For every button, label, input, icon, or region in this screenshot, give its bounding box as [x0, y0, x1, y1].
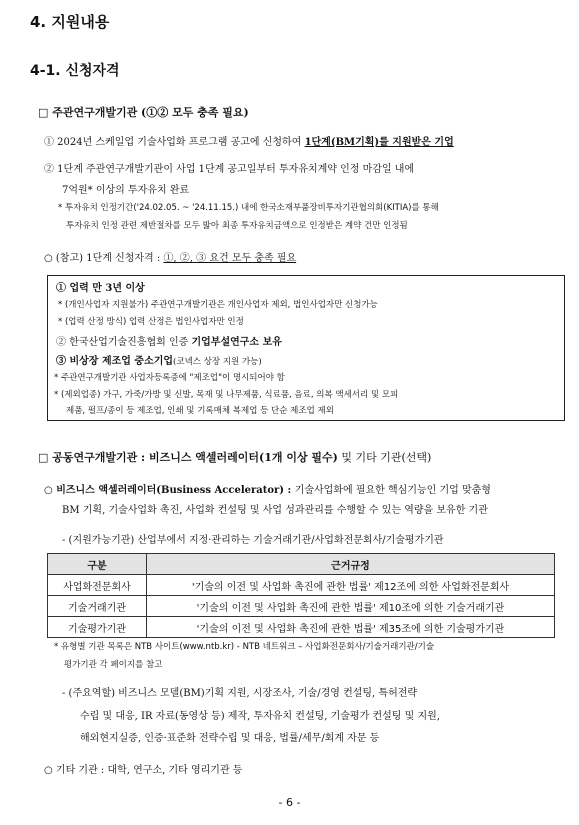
- investment-note-line2: 투자유치 인정 관련 제반절차를 모두 밟아 최종 투자유치금액으로 인정받은 계약 건만 인정됨: [66, 221, 408, 231]
- criteria-2: [56, 333, 282, 348]
- phase1-reference: [44, 249, 296, 264]
- table-row: [48, 596, 555, 617]
- table-note-line1: * 유형별 기관 목록은 NTB 사이트(www.ntb.kr) - NTB 네트워크 – 사업화전문회사/기술거래기관/기술: [54, 642, 435, 652]
- role-line3: 해외현지실증, 인증·표준화 전략수립 및 대응, 법률/세무/회계 자문 등: [80, 733, 380, 744]
- main-org-title: □ 주관연구개발기관 (①② 모두 충족 필요): [38, 106, 249, 119]
- eligible-institutions: - (지원가능기관) 산업부에서 지정·관리하는 기술거래기관/사업화전문회사/기술평가기관: [62, 535, 444, 546]
- criteria-3-emphasis: ③ 비상장 제조업 중소기업: [56, 356, 174, 367]
- item-1-emphasis: 1단계(BM기획)를 지원받은 기업: [304, 137, 454, 148]
- criteria-1-note-2: * (업력 산정 방식) 업력 산정은 법인사업자만 인정: [58, 317, 244, 327]
- table-row: [48, 617, 555, 638]
- table-cell: '기술의 이전 및 사업화 촉진에 관한 법률' 제12조에 의한 사업화전문회사: [147, 575, 555, 596]
- ba-term: ○ 비즈니스 액셀러레이터(Business Accelerator) :: [44, 485, 295, 496]
- joint-org-title-rest: 및 기타 기관(선택): [337, 451, 432, 464]
- investment-note-line1: * 투자유치 인정기간('24.02.05. ~ '24.11.15.) 내에 한국소재부품장비투자기관협의회(KITIA)를 통해: [58, 203, 439, 213]
- section-heading: 4. 지원내용: [30, 13, 110, 31]
- excluded-industries-line2: 제품, 펄프/종이 등 제조업, 인쇄 및 기록매체 복제업 등 단순 제조업 제외: [66, 406, 334, 416]
- excluded-industries-line1: * (제외업종) 가구, 가죽/가방 및 신발, 목재 및 나무제품, 식료품, 음료, 의복 액세서리 및 모피: [54, 390, 399, 400]
- main-org-item-2-line2: 7억원* 이상의 투자유치 완료: [62, 185, 190, 196]
- table-header-category: 구분: [48, 554, 147, 575]
- subsection-heading: 4-1. 신청자격: [30, 63, 120, 79]
- table-cell: '기술의 이전 및 사업화 촉진에 관한 법률' 제10조에 의한 기술거래기관: [147, 596, 555, 617]
- ba-definition-line2: BM 기획, 기술사업화 촉진, 사업화 컨설팅 및 사업 성과관리를 수행할 수 있는 역량을 보유한 기관: [62, 505, 488, 516]
- other-institutions: ○ 기타 기관 : 대학, 연구소, 기타 영리기관 등: [44, 765, 243, 776]
- table-header-basis: 근거규정: [147, 554, 555, 575]
- joint-org-title-emphasis: □ 공동연구개발기관 : 비즈니스 액셀러레이터(1개 이상 필수): [38, 451, 338, 464]
- ba-definition-line1: [44, 481, 491, 496]
- table-cell: 기술평가기관: [48, 617, 147, 638]
- page-number: - 6 -: [278, 796, 301, 809]
- criteria-1: ① 업력 만 3년 이상: [56, 283, 145, 294]
- manufacturing-note: * 주관연구개발기관 사업자등록증에 "제조업"이 명시되어야 함: [54, 373, 285, 383]
- table-row: [48, 575, 555, 596]
- criteria-1-note-1: * (개인사업자 지원불가) 주관연구개발기관은 개인사업자 제외, 법인사업자만 신청가능: [58, 300, 378, 310]
- role-line1: - (주요역할) 비즈니스 모델(BM)기획 지원, 시장조사, 기술/경영 컨설팅, 특허전략: [62, 688, 418, 699]
- main-org-item-2-line1: ② 1단계 주관연구개발기관이 사업 1단계 공고일부터 투자유치계약 인정 마감일 내에: [44, 164, 415, 175]
- main-org-item-1: [44, 133, 454, 148]
- criteria-3: [56, 352, 262, 367]
- table-header-row: [48, 554, 555, 575]
- basis-table: [47, 553, 555, 638]
- ba-definition-text: 기술사업화에 필요한 핵심기능인 기업 맞춤형: [294, 485, 491, 496]
- table-cell: 사업화전문회사: [48, 575, 147, 596]
- criteria-2-emphasis: 기업부설연구소 보유: [191, 337, 282, 348]
- table-cell: '기술의 이전 및 사업화 촉진에 관한 법률' 제35조에 의한 기술평가기관: [147, 617, 555, 638]
- criteria-2-text: ② 한국산업기술진흥협회 인증: [56, 337, 192, 348]
- item-1-text: ① 2024년 스케일업 기술사업화 프로그램 공고에 신청하여: [44, 137, 305, 148]
- table-cell: 기술거래기관: [48, 596, 147, 617]
- joint-org-title: [38, 449, 431, 465]
- criteria-3-note: (코넥스 상장 지원 가능): [173, 357, 262, 367]
- reference-emphasis: ①, ②, ③ 요건 모두 충족 필요: [163, 253, 297, 264]
- reference-label: ○ (참고) 1단계 신청자격 :: [44, 253, 164, 264]
- table-note-line2: 평가기관 각 페이지를 참고: [64, 660, 163, 670]
- role-line2: 수립 및 대응, IR 자료(동영상 등) 제작, 투자유치 컨설팅, 기술평가 컨설팅 및 지원,: [80, 711, 440, 722]
